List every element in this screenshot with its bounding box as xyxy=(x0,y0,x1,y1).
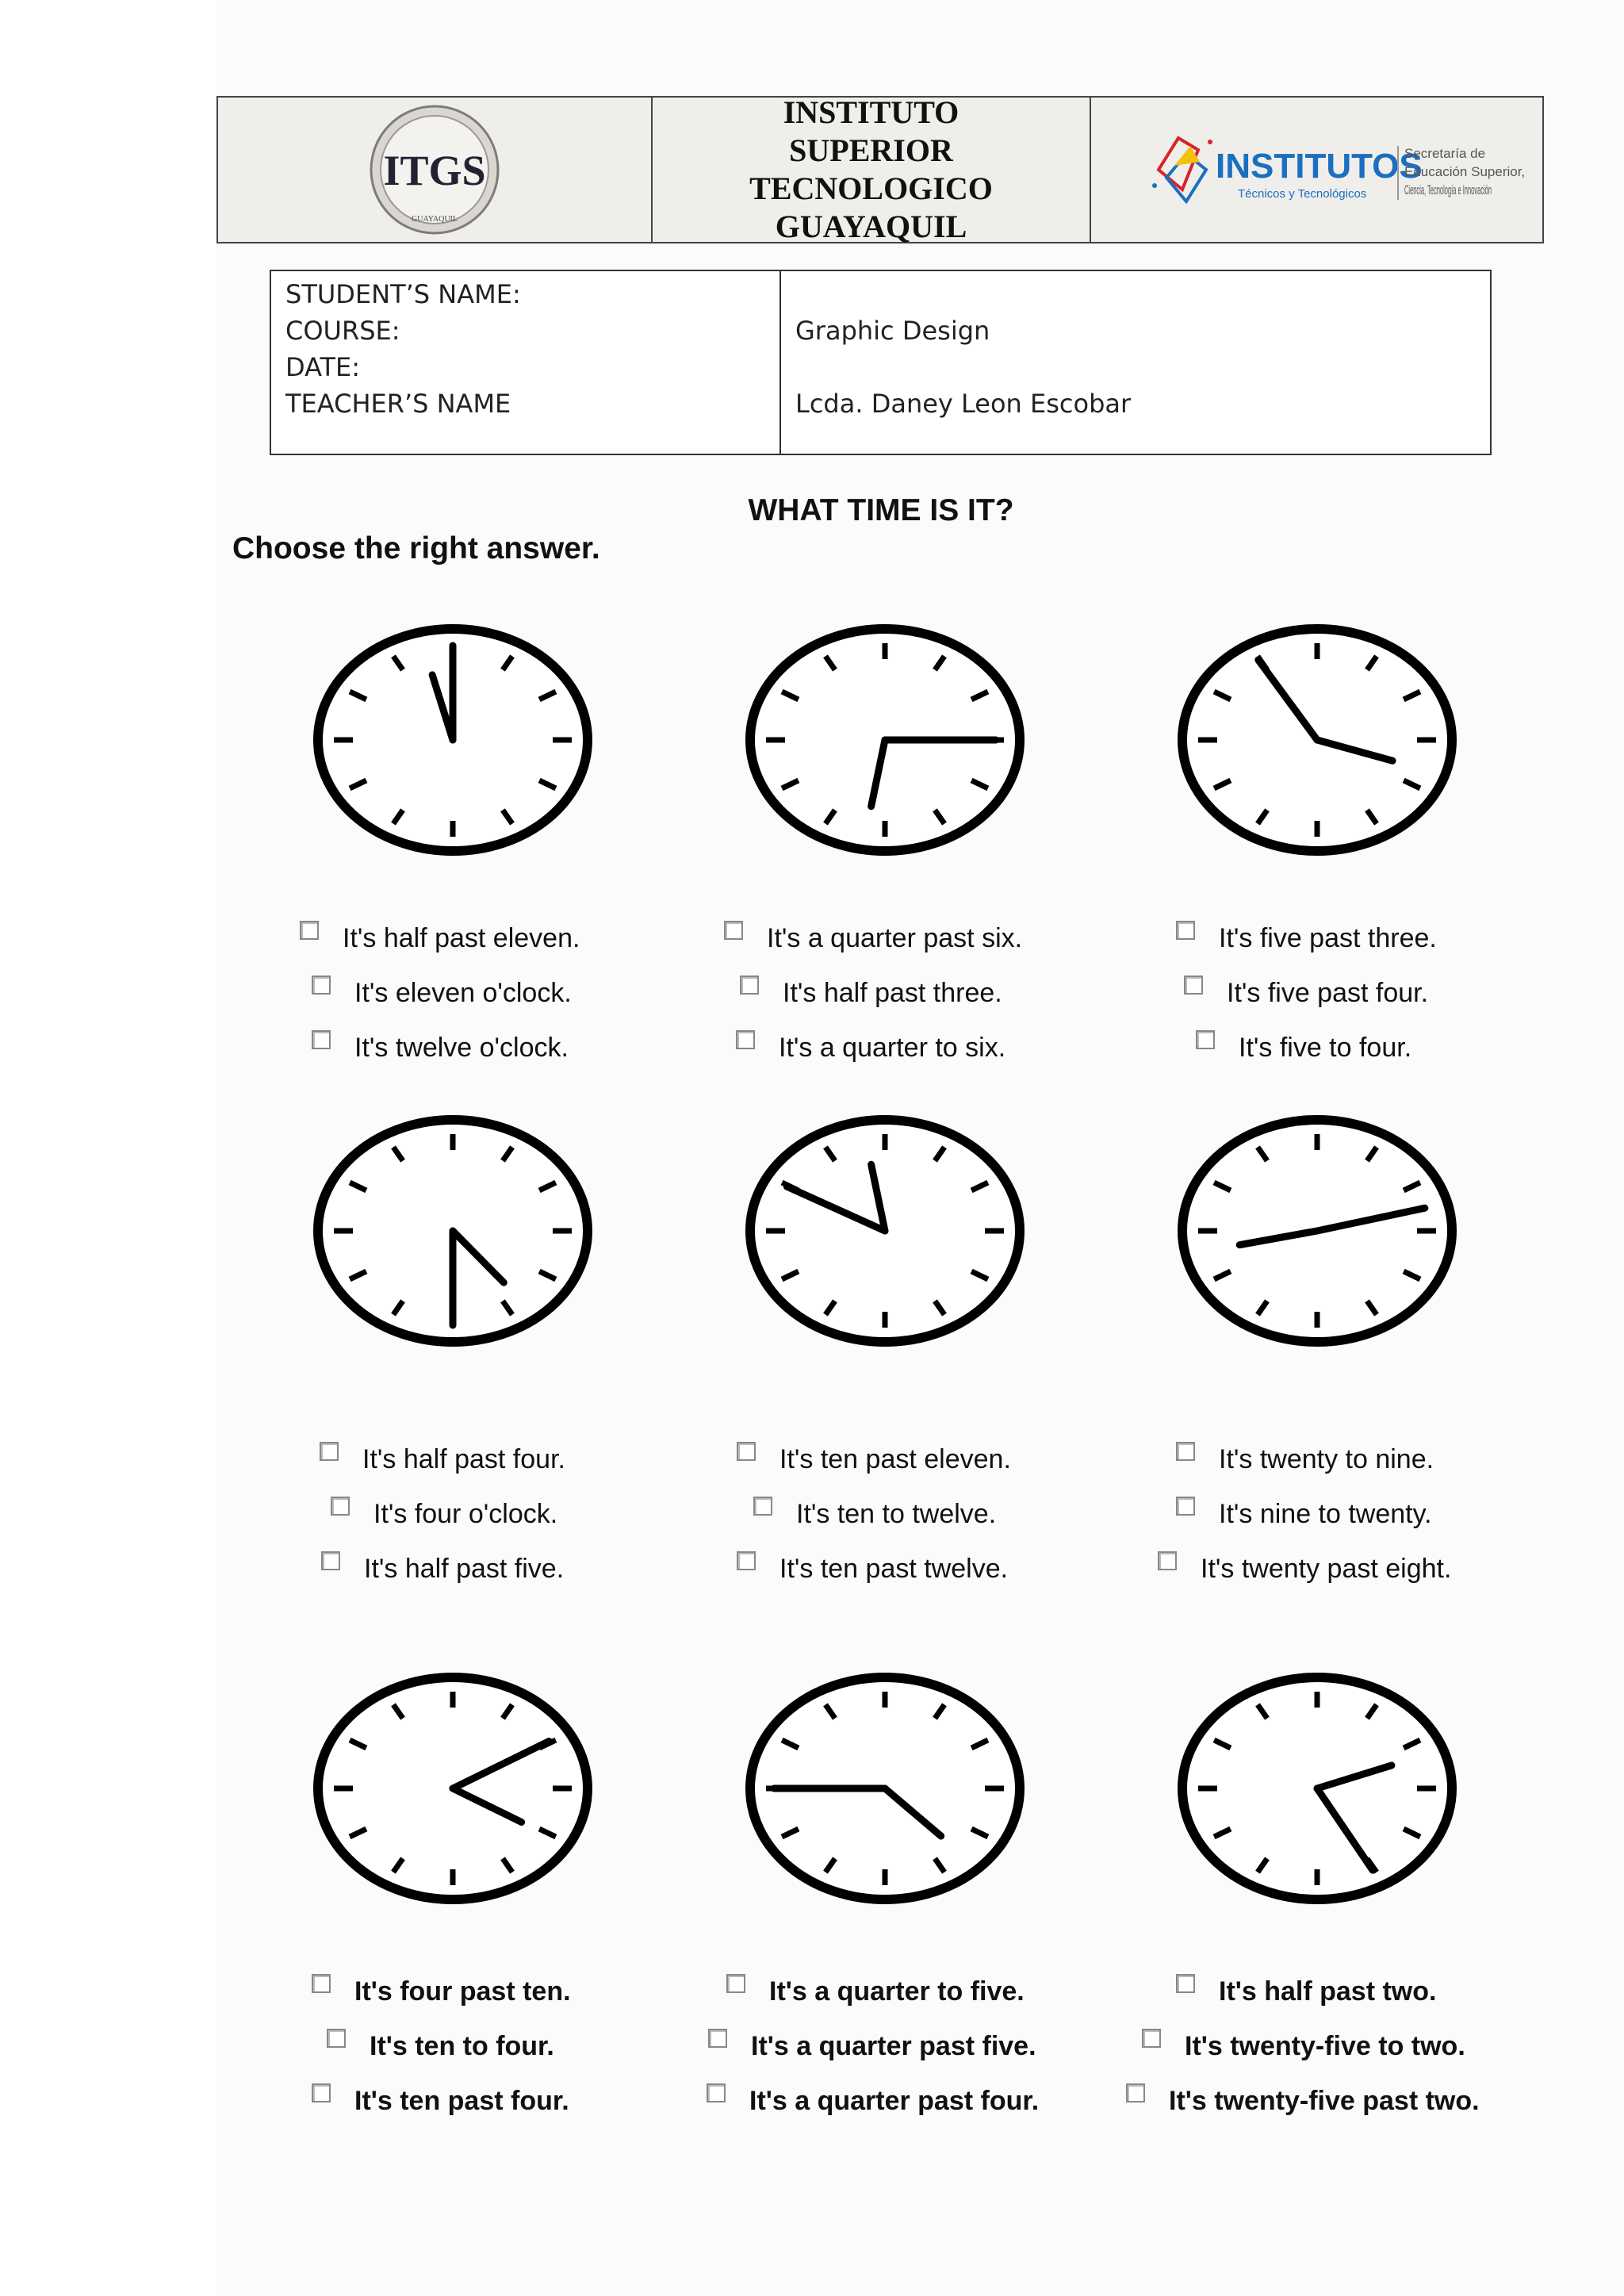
info-values-column xyxy=(781,271,1490,454)
answer-label: It's five past four. xyxy=(1227,977,1429,1008)
answer-label: It's a quarter to five. xyxy=(769,1976,1025,2007)
clock-face-9 xyxy=(1174,1669,1460,1907)
answer-option[interactable] xyxy=(1126,2081,1480,2121)
answer-option[interactable] xyxy=(737,1549,1008,1589)
answer-label: It's a quarter past five. xyxy=(751,2030,1036,2061)
clock-face-7 xyxy=(310,1669,596,1907)
answer-label: It's four past ten. xyxy=(354,1976,571,2007)
student-info-table xyxy=(270,270,1492,455)
answer-label: It's twenty to nine. xyxy=(1219,1443,1434,1474)
answer-option[interactable] xyxy=(312,1028,569,1068)
answer-label: It's twenty-five to two. xyxy=(1185,2030,1465,2061)
clock-face-1 xyxy=(310,621,596,859)
header-banner xyxy=(216,96,1544,243)
answer-checkbox[interactable] xyxy=(737,1442,756,1461)
teacher-name-label: TEACHER’S NAME xyxy=(285,389,511,419)
answer-option[interactable] xyxy=(312,2081,569,2121)
answer-option[interactable] xyxy=(312,1972,571,2011)
answer-option[interactable] xyxy=(708,2026,1036,2066)
answer-option[interactable] xyxy=(1176,918,1437,958)
answer-checkbox[interactable] xyxy=(1126,2083,1145,2102)
answer-checkbox[interactable] xyxy=(312,2083,331,2102)
secretaria-line-1: Secretaría de xyxy=(1404,146,1485,161)
answer-label: It's nine to twenty. xyxy=(1219,1498,1432,1529)
answer-checkbox[interactable] xyxy=(320,1442,339,1461)
answer-label: It's twelve o'clock. xyxy=(354,1032,569,1063)
answer-checkbox[interactable] xyxy=(736,1030,755,1049)
answer-checkbox[interactable] xyxy=(1176,1974,1195,1993)
institute-name-cell xyxy=(653,94,1091,244)
answer-option[interactable] xyxy=(707,2081,1039,2121)
instruction-text: Choose the right answer. xyxy=(232,531,600,565)
answer-label: It's ten past twelve. xyxy=(779,1553,1009,1584)
answer-label: It's a quarter to six. xyxy=(779,1032,1006,1063)
answer-option[interactable] xyxy=(1176,1494,1432,1534)
course-label: COURSE: xyxy=(285,316,400,346)
answer-checkbox[interactable] xyxy=(1142,2029,1161,2048)
seal-letters: ITGS xyxy=(383,147,486,194)
answer-label: It's half past three. xyxy=(783,977,1002,1008)
answer-option[interactable] xyxy=(1142,2026,1465,2066)
answer-checkbox[interactable] xyxy=(1176,921,1195,940)
answer-checkbox[interactable] xyxy=(740,976,759,995)
answer-label: It's ten to four. xyxy=(370,2030,554,2061)
clock-face-2 xyxy=(742,621,1028,859)
date-value[interactable] xyxy=(795,349,1490,385)
answer-label: It's four o'clock. xyxy=(373,1498,558,1529)
answer-checkbox[interactable] xyxy=(331,1497,350,1516)
answer-option[interactable] xyxy=(736,1028,1005,1068)
answer-option[interactable] xyxy=(1196,1028,1411,1068)
answer-option[interactable] xyxy=(1176,1972,1436,2011)
answer-checkbox[interactable] xyxy=(1158,1551,1177,1570)
answer-checkbox[interactable] xyxy=(708,2029,727,2048)
teacher-name-value: Lcda. Daney Leon Escobar xyxy=(795,389,1132,419)
seal-caption: GUAYAQUIL xyxy=(412,215,458,224)
clock-face-8 xyxy=(742,1669,1028,1907)
answer-checkbox[interactable] xyxy=(1196,1030,1215,1049)
answer-label: It's half past eleven. xyxy=(343,922,580,953)
answer-label: It's a quarter past four. xyxy=(749,2085,1040,2116)
answer-option[interactable] xyxy=(726,1972,1025,2011)
answer-checkbox[interactable] xyxy=(724,921,743,940)
answer-label: It's five past three. xyxy=(1219,922,1437,953)
answer-option[interactable] xyxy=(724,918,1022,958)
student-name-label: STUDENT’S NAME: xyxy=(285,279,521,309)
institute-name xyxy=(705,94,1038,246)
answer-label: It's ten past eleven. xyxy=(779,1443,1011,1474)
answer-checkbox[interactable] xyxy=(312,1974,331,1993)
institutos-wordmark: INSTITUTOS xyxy=(1215,147,1423,186)
answer-label: It's five to four. xyxy=(1239,1032,1412,1063)
answer-checkbox[interactable] xyxy=(321,1551,340,1570)
answer-checkbox[interactable] xyxy=(737,1551,756,1570)
institute-line-3: GUAYAQUIL xyxy=(775,209,967,244)
answer-option[interactable] xyxy=(1184,973,1428,1013)
answer-option[interactable] xyxy=(312,973,572,1013)
answer-option[interactable] xyxy=(300,918,580,958)
answer-option[interactable] xyxy=(740,973,1002,1013)
institutos-emblem-icon xyxy=(1143,122,1525,217)
clock-face-6 xyxy=(1174,1112,1460,1350)
answer-label: It's a quarter past six. xyxy=(767,922,1023,953)
answer-label: It's ten to twelve. xyxy=(796,1498,997,1529)
answer-checkbox[interactable] xyxy=(1176,1497,1195,1516)
answer-option[interactable] xyxy=(737,1439,1011,1479)
answer-option[interactable] xyxy=(1158,1549,1451,1589)
clock-face-5 xyxy=(742,1112,1028,1350)
left-logo-cell xyxy=(218,98,653,242)
answer-label: It's eleven o'clock. xyxy=(354,977,572,1008)
institutos-subtitle: Técnicos y Tecnológicos xyxy=(1237,187,1366,201)
right-logo-cell xyxy=(1091,98,1542,242)
answer-checkbox[interactable] xyxy=(707,2083,726,2102)
answer-label: It's half past five. xyxy=(364,1553,565,1584)
secretaria-line-3: Ciencia, Tecnología e Innovación xyxy=(1404,182,1492,197)
clock-face-4 xyxy=(310,1112,596,1350)
answer-option[interactable] xyxy=(327,2026,554,2066)
answer-option[interactable] xyxy=(321,1549,564,1589)
answer-option[interactable] xyxy=(753,1494,996,1534)
answer-label: It's twenty-five past two. xyxy=(1169,2085,1480,2116)
answer-option[interactable] xyxy=(1176,1439,1434,1479)
institute-seal-icon xyxy=(367,102,502,237)
institute-line-2: TECNOLOGICO xyxy=(749,171,993,206)
student-name-value[interactable] xyxy=(795,276,1490,312)
answer-label: It's half past four. xyxy=(362,1443,565,1474)
answer-checkbox[interactable] xyxy=(726,1974,745,1993)
answer-label: It's half past two. xyxy=(1219,1976,1437,2007)
answer-option[interactable] xyxy=(331,1494,557,1534)
institute-line-1: INSTITUTO SUPERIOR xyxy=(783,94,959,168)
answer-checkbox[interactable] xyxy=(300,921,319,940)
info-labels-column xyxy=(271,271,781,454)
answer-label: It's ten past four. xyxy=(354,2085,569,2116)
answer-checkbox[interactable] xyxy=(753,1497,772,1516)
clock-face-3 xyxy=(1174,621,1460,859)
answer-option[interactable] xyxy=(320,1439,565,1479)
answer-checkbox[interactable] xyxy=(312,976,331,995)
course-value: Graphic Design xyxy=(795,316,990,346)
answer-label: It's twenty past eight. xyxy=(1201,1553,1452,1584)
answer-checkbox[interactable] xyxy=(1176,1442,1195,1461)
answer-checkbox[interactable] xyxy=(312,1030,331,1049)
answer-checkbox[interactable] xyxy=(327,2029,346,2048)
date-label: DATE: xyxy=(285,352,361,382)
secretaria-line-2: Educación Superior, xyxy=(1404,164,1525,179)
answer-checkbox[interactable] xyxy=(1184,976,1203,995)
worksheet-title: WHAT TIME IS IT? xyxy=(748,493,1014,527)
